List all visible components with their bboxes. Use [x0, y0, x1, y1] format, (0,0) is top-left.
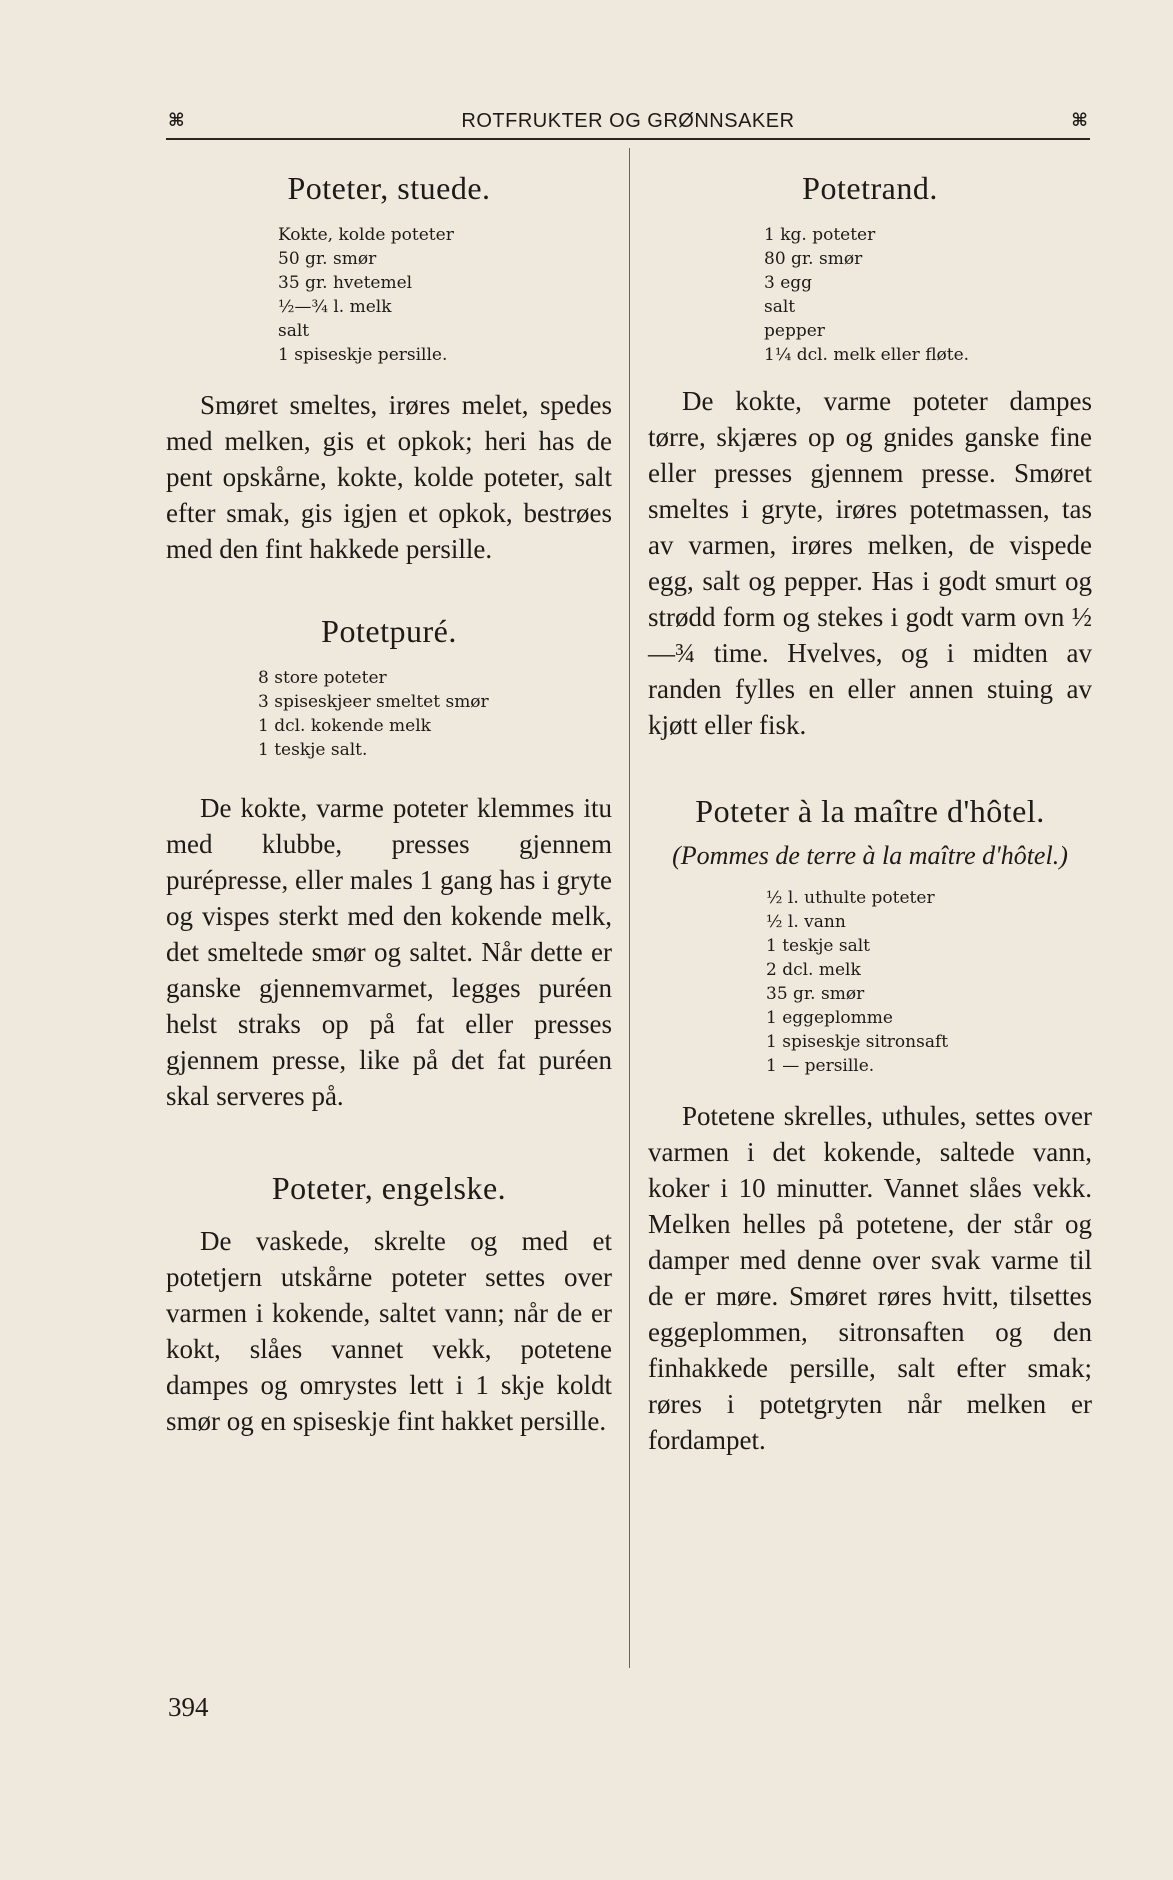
recipe-title: Potetrand.: [802, 170, 938, 206]
ingredient: 35 gr. hvetemel: [278, 273, 413, 293]
ingredient-list: [764, 223, 1092, 367]
ingredient-list: [766, 886, 1092, 1078]
ingredient: 1 teskje salt.: [258, 740, 368, 760]
recipe-title: Poteter, stuede.: [287, 170, 491, 206]
page-number: 394: [168, 1692, 209, 1722]
column-divider: [629, 148, 630, 1668]
ingredient: 1 — persille.: [766, 1056, 875, 1076]
ingredient: 80 gr. smør: [764, 249, 863, 269]
recipe-subtitle: (Pommes de terre à la maître d'hôtel.): [672, 841, 1068, 870]
ingredient: salt: [278, 321, 310, 341]
ingredient: 1 teskje salt: [766, 936, 871, 956]
right-column: [648, 158, 1092, 1496]
ingredient: 1 eggeplomme: [766, 1008, 893, 1028]
recipe-instructions: Smøret smeltes, irøres melet, spedes med melken, gis et opkok; heri has de pent opskårne, kokte, kolde poteter, salt efter smak, gis igjen et opkok, bestrøes med den fint hakkede persille.: [166, 390, 612, 564]
ingredient-list: [258, 666, 612, 762]
running-head-title: ROTFRUKTER OG GRØNNSAKER: [461, 110, 795, 132]
recipe-title: Poteter à la maître d'hôtel.: [695, 793, 1045, 829]
ingredient-list: [278, 223, 612, 367]
ingredient: 1 kg. poteter: [764, 225, 876, 245]
ingredient: ½ l. vann: [766, 912, 846, 932]
ingredient: salt: [764, 297, 796, 317]
ingredient: pepper: [764, 321, 825, 341]
ingredient: 2 dcl. melk: [766, 960, 861, 980]
ingredient: 35 gr. smør: [766, 984, 865, 1004]
recipe-title: Potetpuré.: [321, 613, 457, 649]
ingredient: ½ l. uthulte poteter: [766, 888, 935, 908]
ingredient: ½—¾ l. melk: [278, 297, 392, 317]
recipe-instructions: De kokte, varme poteter dampes tørre, skjæres op og gnides ganske fine eller presses gjennem presse. Smøret smeltes i gryte, irøres potetmassen, tas av varmen, irøres melken, de vispede egg, salt og pepper. Has i godt smurt og strødd form og stekes i godt varm ovn ½—¾ time. Hvelves, og i midten av randen fylles en eller annen stuing av kjøtt eller fisk.: [648, 386, 1092, 740]
ingredient: 8 store poteter: [258, 668, 387, 688]
ingredient: 3 egg: [764, 273, 813, 293]
recipe-title: Poteter, engelske.: [271, 1170, 507, 1206]
recipe-instructions: De vaskede, skrelte og med et potetjern utskårne poteter settes over varmen i kokende, saltet vann; når de er kokt, slåes vannet vekk, potetene dampes og omrystes lett i 1 skje koldt smør og en spiseskje fint hakket persille.: [166, 1226, 612, 1436]
ingredient: 1 dcl. kokende melk: [258, 716, 431, 736]
left-column: [166, 158, 612, 1477]
ornament-left: ⌘: [168, 110, 185, 131]
recipe-instructions: Potetene skrelles, uthules, settes over varmen i det kokende, saltede vann, koker i 10 minutter. Vannet slåes vekk. Melken helles på potetene, der står og damper med denne over svak varme til de er møre. Smøret røres hvitt, tilsettes eggeplommen, sitronsaften og den finhakkede persille, salt efter smak; røres i potetgryten når melken er fordampet.: [648, 1101, 1092, 1455]
ingredient: Kokte, kolde poteter: [278, 225, 454, 245]
running-header: [166, 106, 1090, 140]
recipe-instructions: De kokte, varme poteter klemmes itu med klubbe, presses gjennem purépresse, eller males 1 gang has i gryte og vispes sterkt med den kokende melk, det smeltede smør og saltet. Når dette er ganske gjennemvarmet, legges puréen helst straks op på fat eller presses gjennem presse, like på det fat puréen skal serveres på.: [166, 793, 612, 1111]
ingredient: 3 spiseskjeer smeltet smør: [258, 692, 489, 712]
ingredient: 1 spiseskje sitronsaft: [766, 1032, 949, 1052]
ingredient: 1 spiseskje persille.: [278, 345, 448, 365]
ingredient: 50 gr. smør: [278, 249, 377, 269]
ingredient: 1¼ dcl. melk eller fløte.: [764, 345, 970, 365]
ornament-right: ⌘: [1071, 110, 1088, 131]
